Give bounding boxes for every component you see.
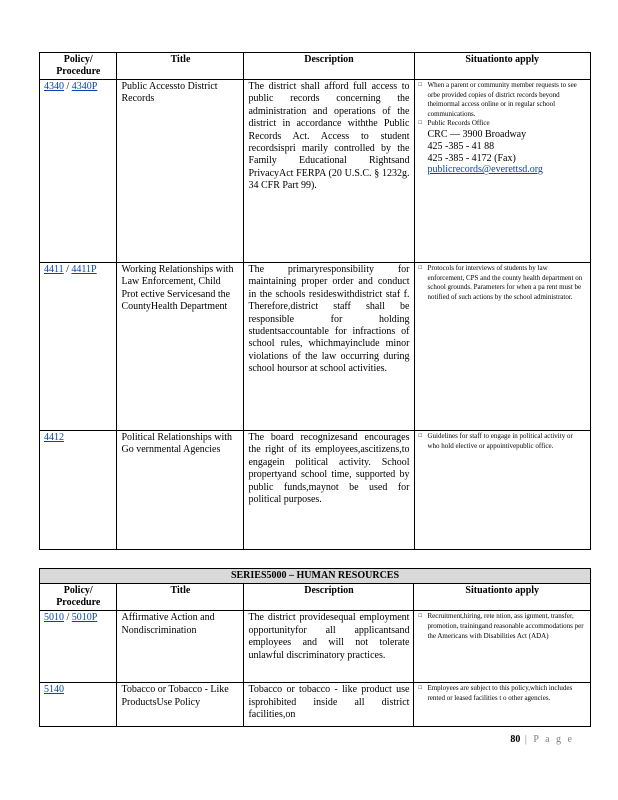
title-cell: Working Relationships with Law Enforcement, Child Prot ective Servicesand the CountyHealth Department xyxy=(117,263,244,431)
title-cell: Affirmative Action and Nondiscrimination xyxy=(117,611,244,683)
situation-cell xyxy=(414,431,591,550)
header-situation: Situationto apply xyxy=(414,584,591,611)
header-policy: Policy/ Procedure xyxy=(40,53,117,80)
title-cell: Public Accessto District Records xyxy=(117,80,244,263)
description-cell: The district shall afford full access to public records concerning the administration and operations of the district in accordance withthe Public Records Act. Access to student recordsispri marily controlled by the Family Educational Rightsand PrivacyAct FERPA (20 U.S.C. § 1232g. 34 CFR Part 99). xyxy=(244,80,414,263)
policy-cell xyxy=(40,683,117,727)
office-fax: 425 -385 - 4172 (Fax) xyxy=(427,152,516,164)
description-cell: The primaryresponsibility for maintaining proper order and conduct in the schools resideswithdistrict staf f. Therefore,district staff shall be responsible for holding studentsaccountable for infractions of school rules, whichmayinclude minor violations of the law occurring during school hoursor at school activities. xyxy=(244,263,414,431)
situation-item: □ Recruitment,hiring, rete ntion, ass ignment, transfer, promotion, trainingand reasonable accommodations per the Americans with Disabilities Act (ADA) xyxy=(418,612,586,641)
table-row xyxy=(40,683,591,727)
table-header-row xyxy=(40,584,591,611)
office-address: CRC — 3900 Broadway xyxy=(427,128,527,140)
situation-item: □ Employees are subject to this policy,which includes rented or leased facilities t o other agencies. xyxy=(418,684,586,703)
procedure-link[interactable]: 5010P xyxy=(71,612,98,624)
description-cell: The board recognizesand encourages the right of its employees,ascitizens,to engagein political activity. School propertyand school time, supported by public funds,maynot be used for political purposes. xyxy=(244,431,414,550)
situation-item: □ Guidelines for staff to engage in political activity or who hold elective or appointivepublic office. xyxy=(419,432,587,451)
header-title: Title xyxy=(117,584,244,611)
contact-office xyxy=(419,119,587,175)
situation-cell xyxy=(414,611,591,683)
policy-link[interactable]: 4412 xyxy=(44,432,64,443)
situation-cell xyxy=(414,80,591,263)
table-row xyxy=(40,611,591,683)
header-description: Description xyxy=(244,584,414,611)
situation-item: □ Protocols for interviews of students by law enforcement, CPS and the county health department on school grounds. Parameters for when a pa rent must be notified of such actions by the school administrator. xyxy=(419,264,587,302)
policy-cell: 5010 / 5010P xyxy=(40,611,117,683)
policy-cell: 4411 / 4411P xyxy=(40,263,117,431)
page-separator: | xyxy=(524,734,529,745)
situation-cell xyxy=(414,263,591,431)
policy-table-1 xyxy=(39,52,591,550)
page-footer xyxy=(510,734,574,745)
situation-cell xyxy=(414,683,591,727)
header-description: Description xyxy=(244,53,414,80)
situation-item: □ When a parent or community member requests to see orbe provided copies of district records beyond theimormal access online or in regular school communications. xyxy=(419,81,587,119)
description-cell: The district providesequal employment opportunityfor all applicantsand employees and will not tolerate unlawful discriminatory practices. xyxy=(244,611,414,683)
policy-link[interactable]: 4340 xyxy=(44,81,64,92)
policy-table-2 xyxy=(39,568,591,727)
policy-link[interactable]: 5140 xyxy=(44,684,64,696)
page-word: P a g e xyxy=(533,734,574,745)
page-number: 80 xyxy=(510,734,521,745)
series-row xyxy=(40,569,591,584)
office-name: Public Records Office xyxy=(427,119,490,128)
header-policy: Policy/ Procedure xyxy=(40,584,117,611)
series-title: SERIES5000 – HUMAN RESOURCES xyxy=(40,569,591,584)
title-cell: Political Relationships with Go vernmental Agencies xyxy=(117,431,244,550)
header-situation: Situationto apply xyxy=(414,53,591,80)
table-row xyxy=(40,431,591,550)
policy-cell: 4340 / 4340P xyxy=(40,80,117,263)
procedure-link[interactable]: 4340P xyxy=(71,81,98,92)
header-title: Title xyxy=(117,53,244,80)
policy-link[interactable]: 4411 xyxy=(44,264,64,275)
procedure-link[interactable]: 4411P xyxy=(71,264,97,275)
table-row xyxy=(40,263,591,431)
table-row xyxy=(40,80,591,263)
policy-link[interactable]: 5010 xyxy=(44,612,64,624)
policy-cell xyxy=(40,431,117,550)
title-cell: Tobacco or Tobacco - Like ProductsUse Policy xyxy=(117,683,244,727)
description-cell: Tobacco or tobacco - like product use isprohibited inside all district facilities,on xyxy=(244,683,414,727)
office-phone: 425 -385 - 41 88 xyxy=(427,140,495,152)
office-email-link[interactable]: publicrecords@everettsd.org xyxy=(427,163,543,175)
table-header-row xyxy=(40,53,591,80)
